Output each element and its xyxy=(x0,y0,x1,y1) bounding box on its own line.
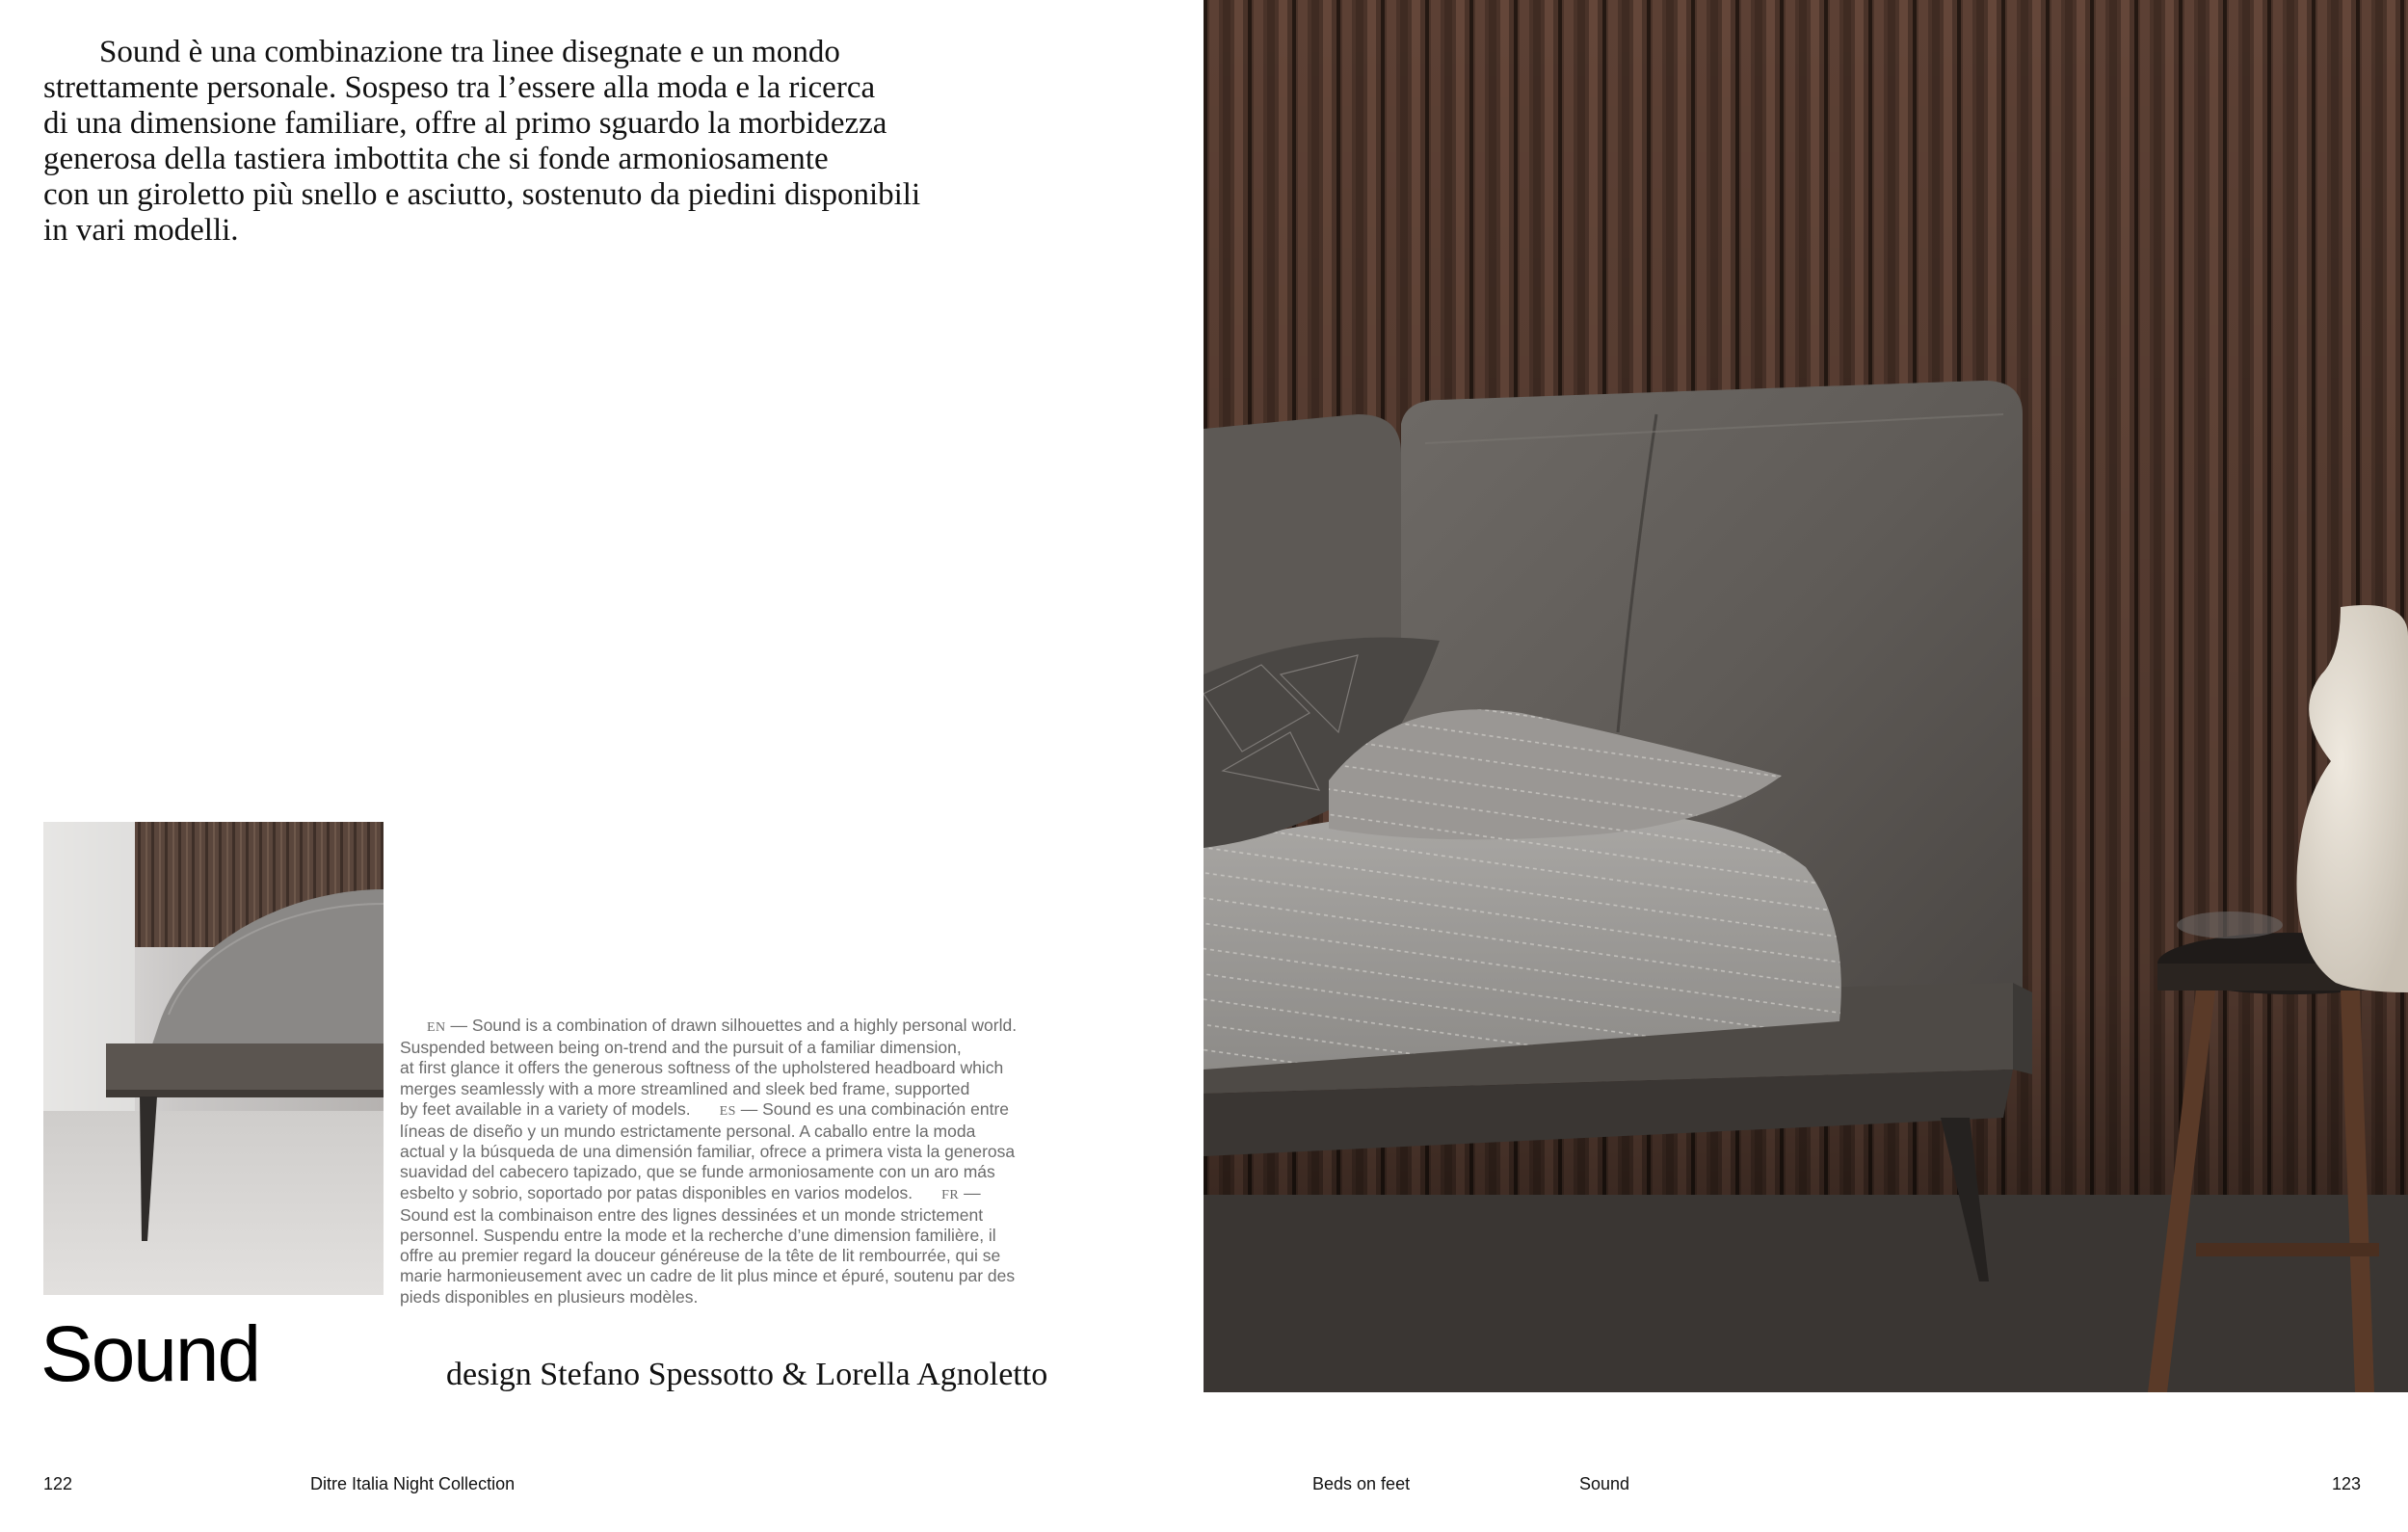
intro-paragraph xyxy=(43,35,1123,249)
translation-line: EN — Sound is a combination of drawn silhouettes and a highly personal world. xyxy=(427,1016,1018,1035)
translation-line: líneas de diseño y un mundo estrictamente personal. A caballo entre la moda xyxy=(400,1122,976,1142)
translation-line: Sound est la combinaison entre des lignes dessinées et un monde strictement xyxy=(400,1204,984,1225)
language-tag-en: EN xyxy=(427,1020,446,1035)
translations-text xyxy=(400,1016,1094,1307)
translation-line: suavidad del cabecero tapizado, que se funde armoniosamente con un aro más xyxy=(400,1162,995,1182)
intro-line: di una dimensione familiare, offre al primo sguardo la morbidezza xyxy=(43,106,887,141)
intro-line: generosa della tastiera imbottita che si fonde armoniosamente xyxy=(43,142,829,176)
translation-line: actual y la búsqueda de una dimensión familiar, ofrece a primera vista la generosa xyxy=(400,1142,1016,1162)
translation-line: merges seamlessly with a more streamlined and sleek bed frame, supported xyxy=(400,1078,970,1098)
translation-line: by feet available in a variety of models. ES — Sound es una combinación entre xyxy=(400,1098,1009,1119)
page-number-right: 123 xyxy=(2332,1474,2362,1493)
translation-line: esbelto y sobrio, soportado por patas disponibles en varios modelos. FR — xyxy=(400,1182,981,1202)
category-name: Beds on feet xyxy=(1312,1474,1411,1493)
translation-line: at first glance it offers the generous softness of the upholstered headboard which xyxy=(400,1058,1004,1078)
translation-line: personnel. Suspendu entre la mode et la recherche d’une dimension familière, il xyxy=(400,1226,996,1246)
intro-line: strettamente personale. Sospeso tra l’essere alla moda e la ricerca xyxy=(43,70,876,105)
collection-name: Ditre Italia Night Collection xyxy=(310,1474,516,1493)
product-name-footer: Sound xyxy=(1579,1474,1630,1493)
designer-credit: design Stefano Spessotto & Lorella Agnoletto xyxy=(446,1357,1048,1392)
translation-line: Suspended between being on-trend and the pursuit of a familiar dimension, xyxy=(400,1038,962,1058)
translation-line: pieds disponibles en plusieurs modèles. xyxy=(400,1286,699,1307)
bed-hero-photo xyxy=(1204,0,2408,1392)
page-number-left: 122 xyxy=(43,1474,73,1493)
bed-detail-photo xyxy=(43,822,384,1295)
product-title: Sound xyxy=(40,1310,260,1398)
intro-line: in vari modelli. xyxy=(43,213,239,248)
translation-line: offre au premier regard la douceur généreuse de la tête de lit rembourrée, qui se xyxy=(400,1246,1001,1266)
translation-line: marie harmonieusement avec un cadre de lit plus mince et épuré, soutenu par des xyxy=(400,1266,1016,1286)
language-tag-fr: FR xyxy=(941,1187,960,1202)
intro-line: con un giroletto più snello e asciutto, sostenuto da piedini disponibili xyxy=(43,177,921,212)
intro-line: Sound è una combinazione tra linee disegnate e un mondo xyxy=(99,35,840,69)
language-tag-es: ES xyxy=(719,1103,736,1119)
